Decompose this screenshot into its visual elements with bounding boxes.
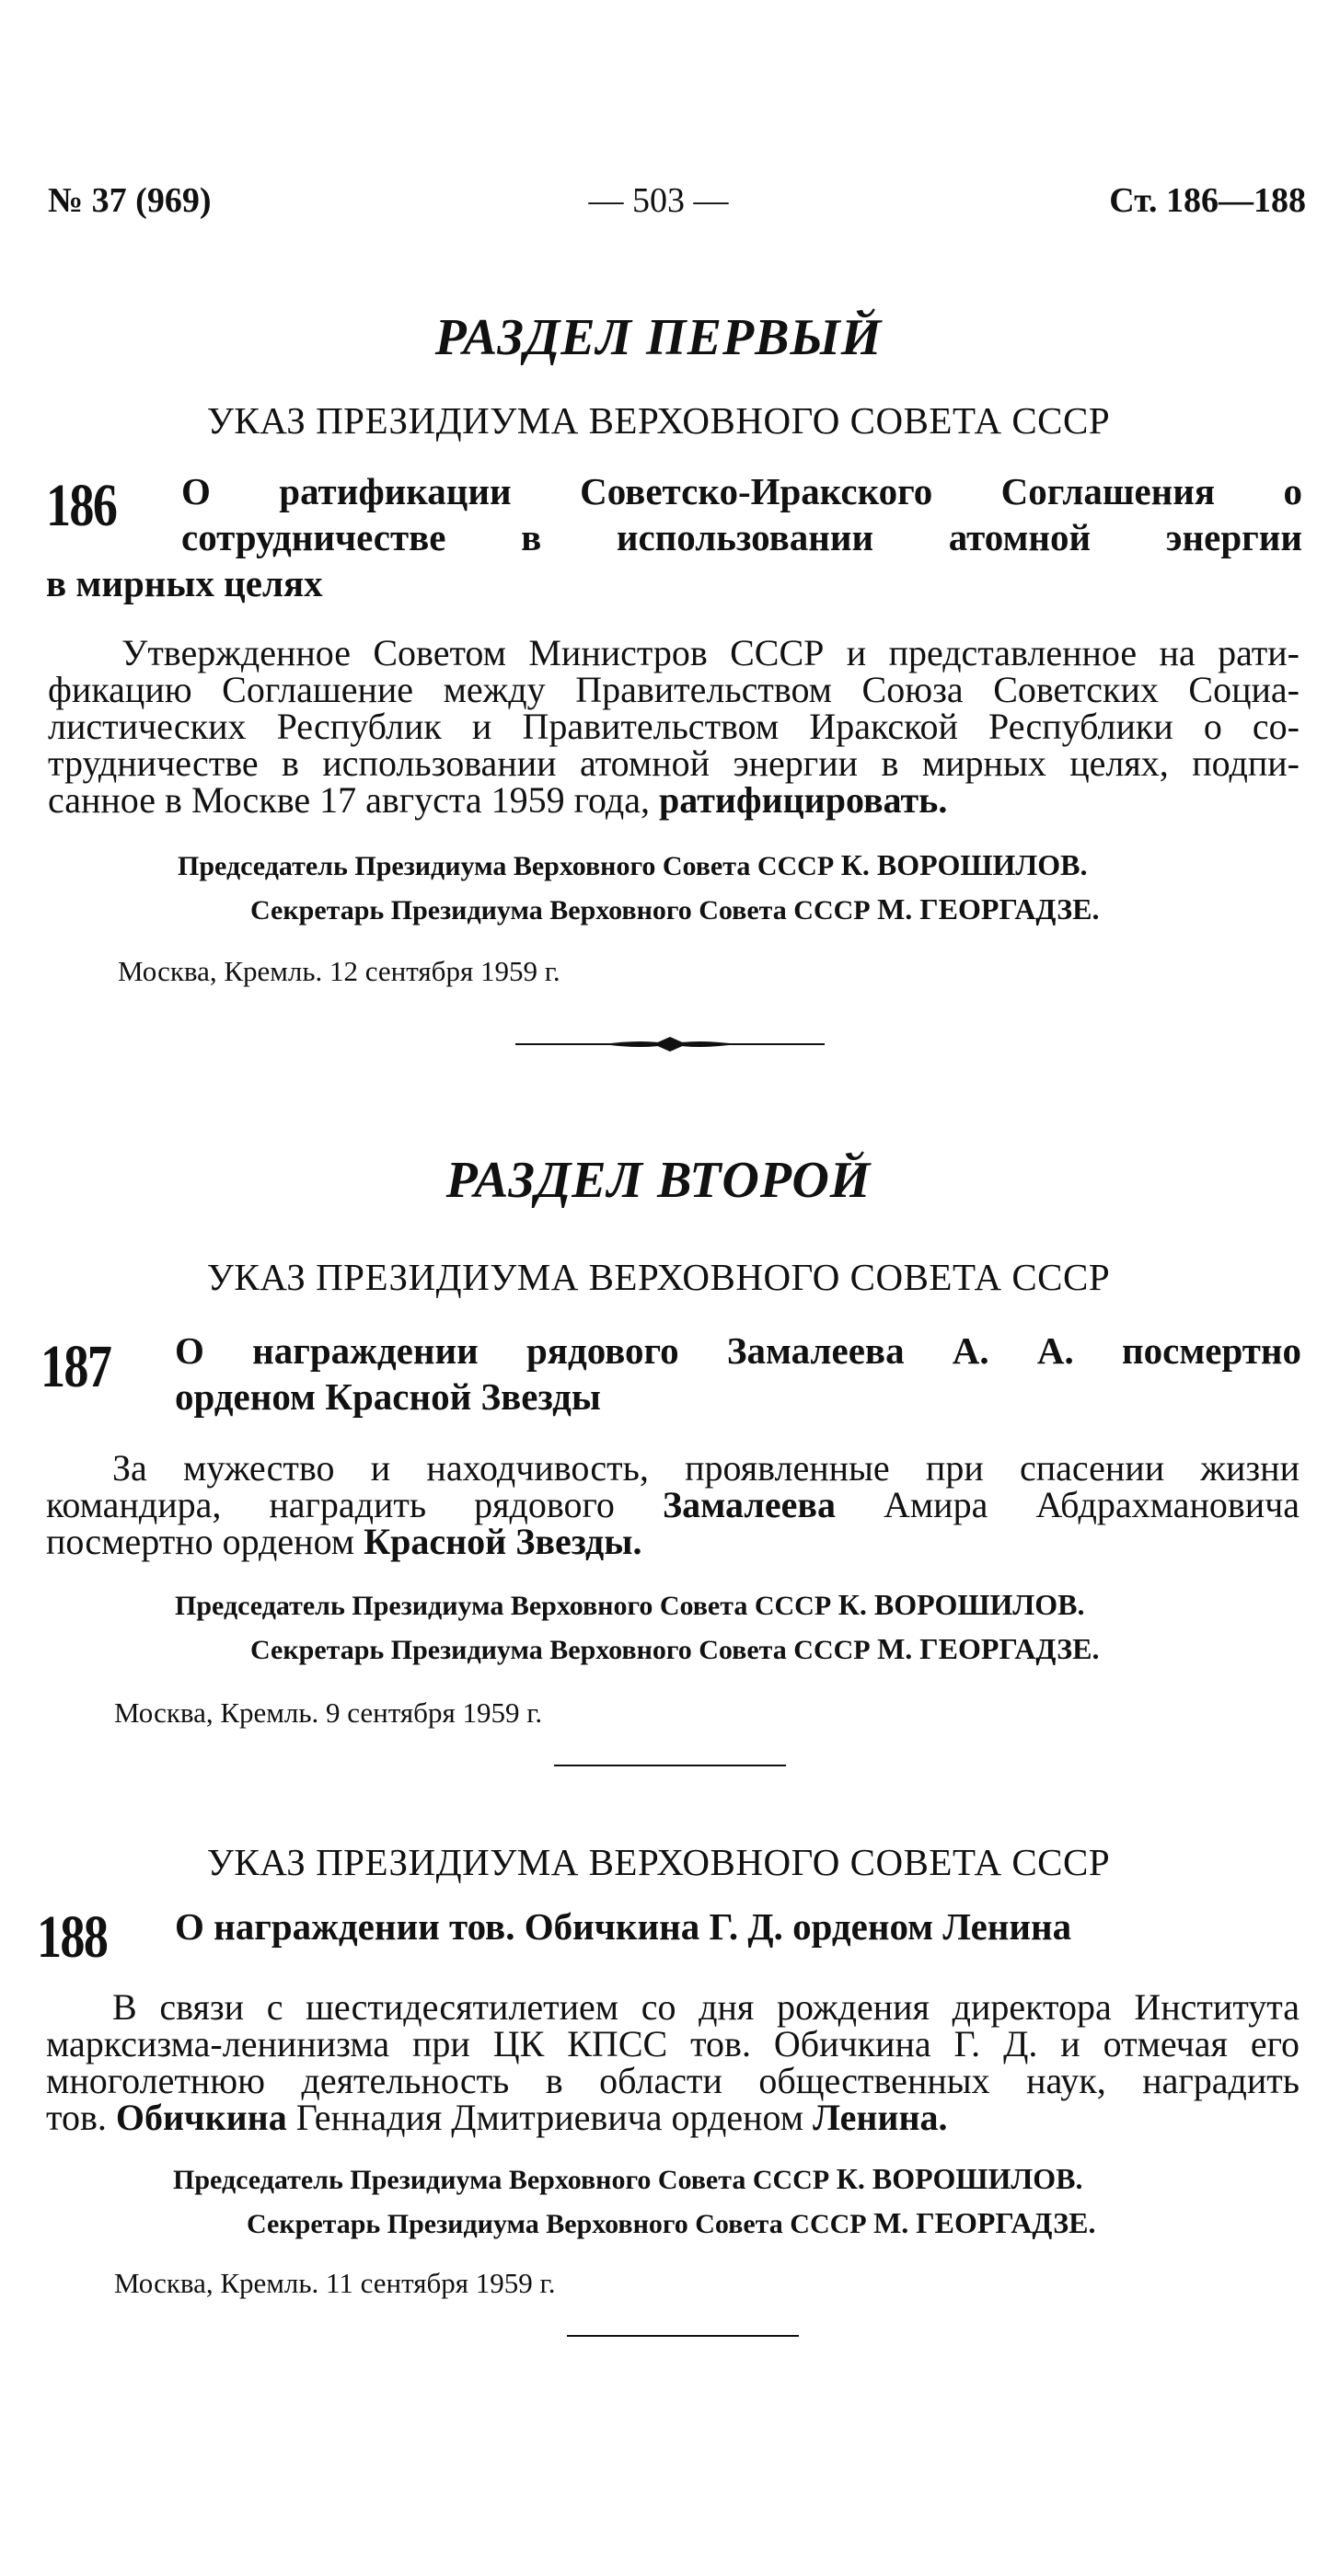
decree-kind-188: УКАЗ ПРЕЗИДИУМА ВЕРХОВНОГО СОВЕТА СССР <box>206 1841 1111 1883</box>
bold-award: Ленина. <box>813 2097 948 2138</box>
decree-title-186 <box>181 469 1302 561</box>
decree-body-186 <box>48 631 1300 821</box>
decree-kind-187: УКАЗ ПРЕЗИДИУМА ВЕРХОВНОГО СОВЕТА СССР <box>206 1256 1111 1298</box>
decree-number-188: 188 <box>37 1903 108 1971</box>
title-line: О награждении рядового Замалеева А. А. посмертно <box>175 1329 1301 1372</box>
body-line: листических Республик и Правительством Иракской Республики о со- <box>48 706 1300 747</box>
chairman-signature-187: Председатель Президиума Верховного Совета СССР К. ВОРОШИЛОВ. <box>175 1588 1085 1621</box>
secretary-name: М. ГЕОРГАДЗЕ. <box>877 1632 1100 1665</box>
chairman-name: К. ВОРОШИЛОВ. <box>836 2162 1083 2195</box>
body-line: посмертно орденом Красной Звезды. <box>46 1521 642 1562</box>
article-range: Ст. 186—188 <box>1109 181 1306 220</box>
secretary-signature-187: Секретарь Президиума Верховного Совета СССР М. ГЕОРГАДЗЕ. <box>250 1632 1100 1665</box>
place-date-187: Москва, Кремль. 9 сентября 1959 г. <box>114 1696 543 1729</box>
decree-title-186-end: в мирных целях <box>46 562 323 604</box>
divider-line <box>554 1765 786 1766</box>
secretary-name: М. ГЕОРГАДЗЕ. <box>877 892 1100 926</box>
decree-title-188: О награждении тов. Обичкина Г. Д. орденом Ленина <box>175 1905 1072 1948</box>
section-heading-1: РАЗДЕЛ ПЕРВЫЙ <box>434 309 883 366</box>
body-line: санное в Москве 17 августа 1959 года, ратифицировать. <box>48 779 948 821</box>
secretary-signature-186: Секретарь Президиума Верховного Совета СССР М. ГЕОРГАДЗЕ. <box>250 892 1100 926</box>
section-heading-2: РАЗДЕЛ ВТОРОЙ <box>445 1152 872 1209</box>
place-date-186: Москва, Кремль. 12 сентября 1959 г. <box>118 955 560 987</box>
ratify-word: ратифицировать. <box>658 779 948 821</box>
secretary-signature-188: Секретарь Президиума Верховного Совета СССР М. ГЕОРГАДЗЕ. <box>247 2206 1096 2239</box>
bold-surname: Замалеева <box>662 1484 836 1525</box>
secretary-name: М. ГЕОРГАДЗЕ. <box>873 2206 1096 2239</box>
decree-body-188 <box>46 1985 1300 2138</box>
decree-body-187 <box>46 1446 1300 1562</box>
chairman-name: К. ВОРОШИЛОВ. <box>838 1588 1085 1621</box>
decree-kind-186: УКАЗ ПРЕЗИДИУМА ВЕРХОВНОГО СОВЕТА СССР <box>206 399 1111 442</box>
bold-award: Красной Звезды. <box>364 1521 642 1562</box>
divider-line <box>567 2335 799 2337</box>
chairman-signature-186: Председатель Президиума Верховного Совета СССР К. ВОРОШИЛОВ. <box>178 848 1088 881</box>
decree-number-187: 187 <box>40 1333 111 1400</box>
decree-title-187 <box>175 1328 1301 1420</box>
title-line: О ратификации Советско-Иракского Соглашения о <box>181 470 1302 512</box>
decree-number-186: 186 <box>46 472 117 539</box>
body-line: фикацию Соглашение между Правительством Союза Советских Социа- <box>48 669 1300 710</box>
body-line: В связи с шестидесятилетием со дня рождения директора Института <box>112 1986 1300 2028</box>
ornament-divider <box>515 1030 825 1058</box>
body-line: трудничестве в использовании атомной энергии в мирных целях, подпи- <box>48 742 1300 784</box>
place-date-188: Москва, Кремль. 11 сентября 1959 г. <box>114 2267 556 2299</box>
body-line: За мужество и находчивость, проявленные при спасении жизни <box>112 1447 1300 1489</box>
chairman-signature-188: Председатель Президиума Верховного Совета СССР К. ВОРОШИЛОВ. <box>173 2162 1083 2195</box>
chairman-name: К. ВОРОШИЛОВ. <box>840 848 1088 881</box>
page-number: — 503 — <box>588 181 729 220</box>
body-line: марксизма-ленинизма при ЦК КПСС тов. Обичкина Г. Д. и отмечая его <box>46 2023 1300 2064</box>
body-line: Утвержденное Советом Министров СССР и представленное на рати- <box>121 632 1300 673</box>
bold-surname: Обичкина <box>115 2097 287 2138</box>
title-line: сотрудничестве в использовании атомной энергии <box>181 516 1302 558</box>
body-line: тов. Обичкина Геннадия Дмитриевича орденом Ленина. <box>46 2097 948 2138</box>
body-line: многолетнюю деятельность в области общественных наук, наградить <box>46 2060 1300 2101</box>
issue-number: № 37 (969) <box>48 181 212 220</box>
title-line: орденом Красной Звезды <box>175 1375 601 1418</box>
body-line: командира, наградить рядового Замалеева Амира Абдрахмановича <box>46 1484 1300 1525</box>
